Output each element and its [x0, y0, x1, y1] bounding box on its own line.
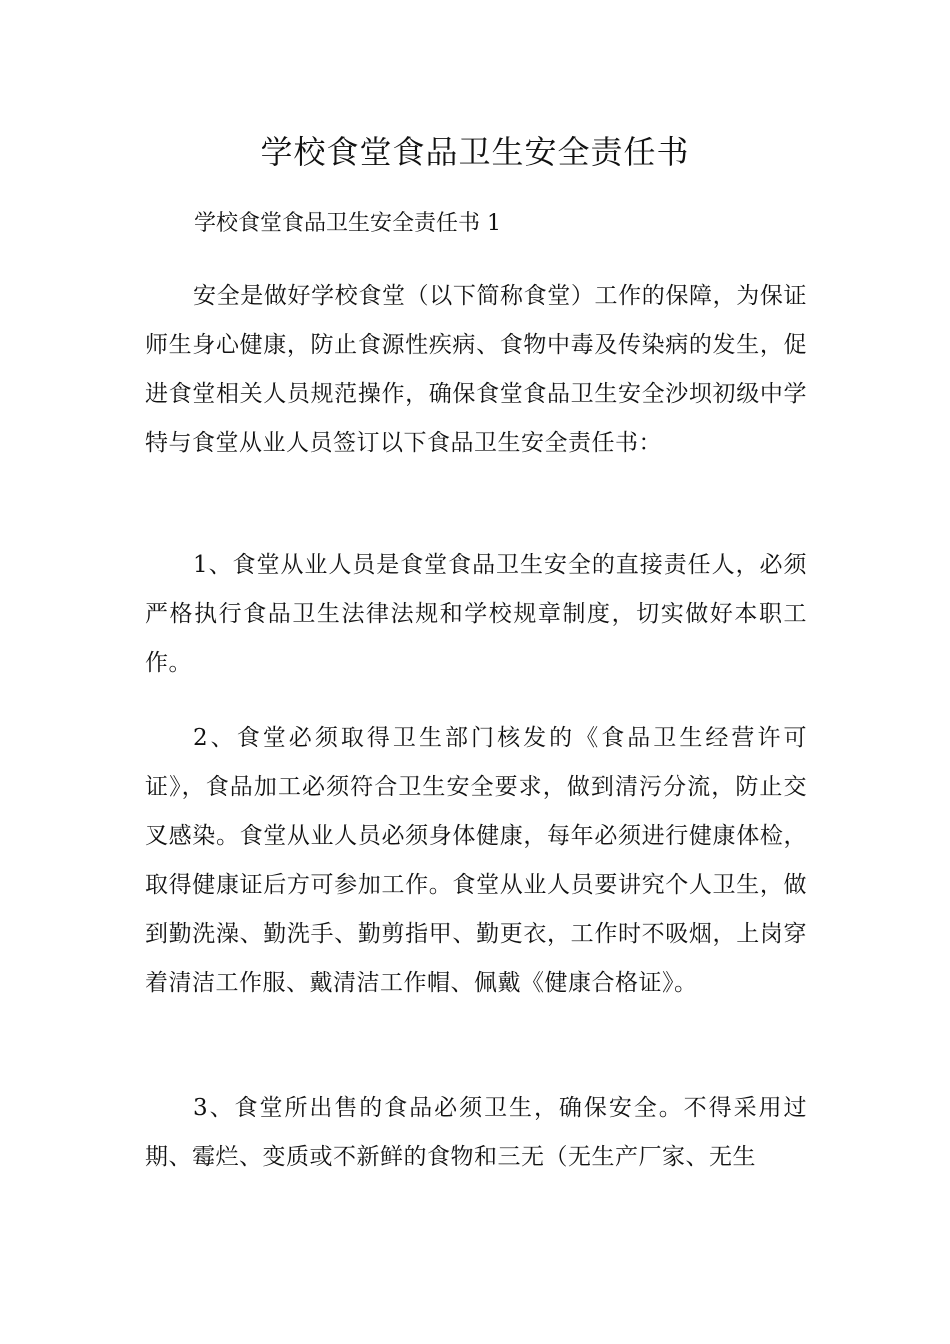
clause-1-paragraph: 1、食堂从业人员是食堂食品卫生安全的直接责任人，必须严格执行食品卫生法律法规和学校规章制度，切实做好本职工作。 — [145, 552, 807, 676]
document-subtitle: 学校食堂食品卫生安全责任书 1 — [194, 211, 501, 236]
document-title: 学校食堂食品卫生安全责任书 — [260, 133, 690, 171]
intro-paragraph: 安全是做好学校食堂（以下简称食堂）工作的保障，为保证师生身心健康，防止食源性疾病、食物中毒及传染病的发生，促进食堂相关人员规范操作，确保食堂食品卫生安全沙坝初级中学特与食堂从业人员签订以下食品卫生安全责任书： — [145, 283, 807, 456]
clause-3-paragraph: 3、食堂所出售的食品必须卫生，确保安全。不得采用过期、霉烂、变质或不新鲜的食物和三无（无生产厂家、无生 — [145, 1095, 807, 1170]
clause-2-paragraph: 2、食堂必须取得卫生部门核发的《食品卫生经营许可证》，食品加工必须符合卫生安全要求，做到清污分流，防止交叉感染。食堂从业人员必须身体健康，每年必须进行健康体检，取得健康证后方可参加工作。食堂从业人员要讲究个人卫生，做到勤洗澡、勤洗手、勤剪指甲、勤更衣，工作时不吸烟，上岗穿着清洁工作服、戴清洁工作帽、佩戴《健康合格证》。 — [145, 725, 807, 996]
